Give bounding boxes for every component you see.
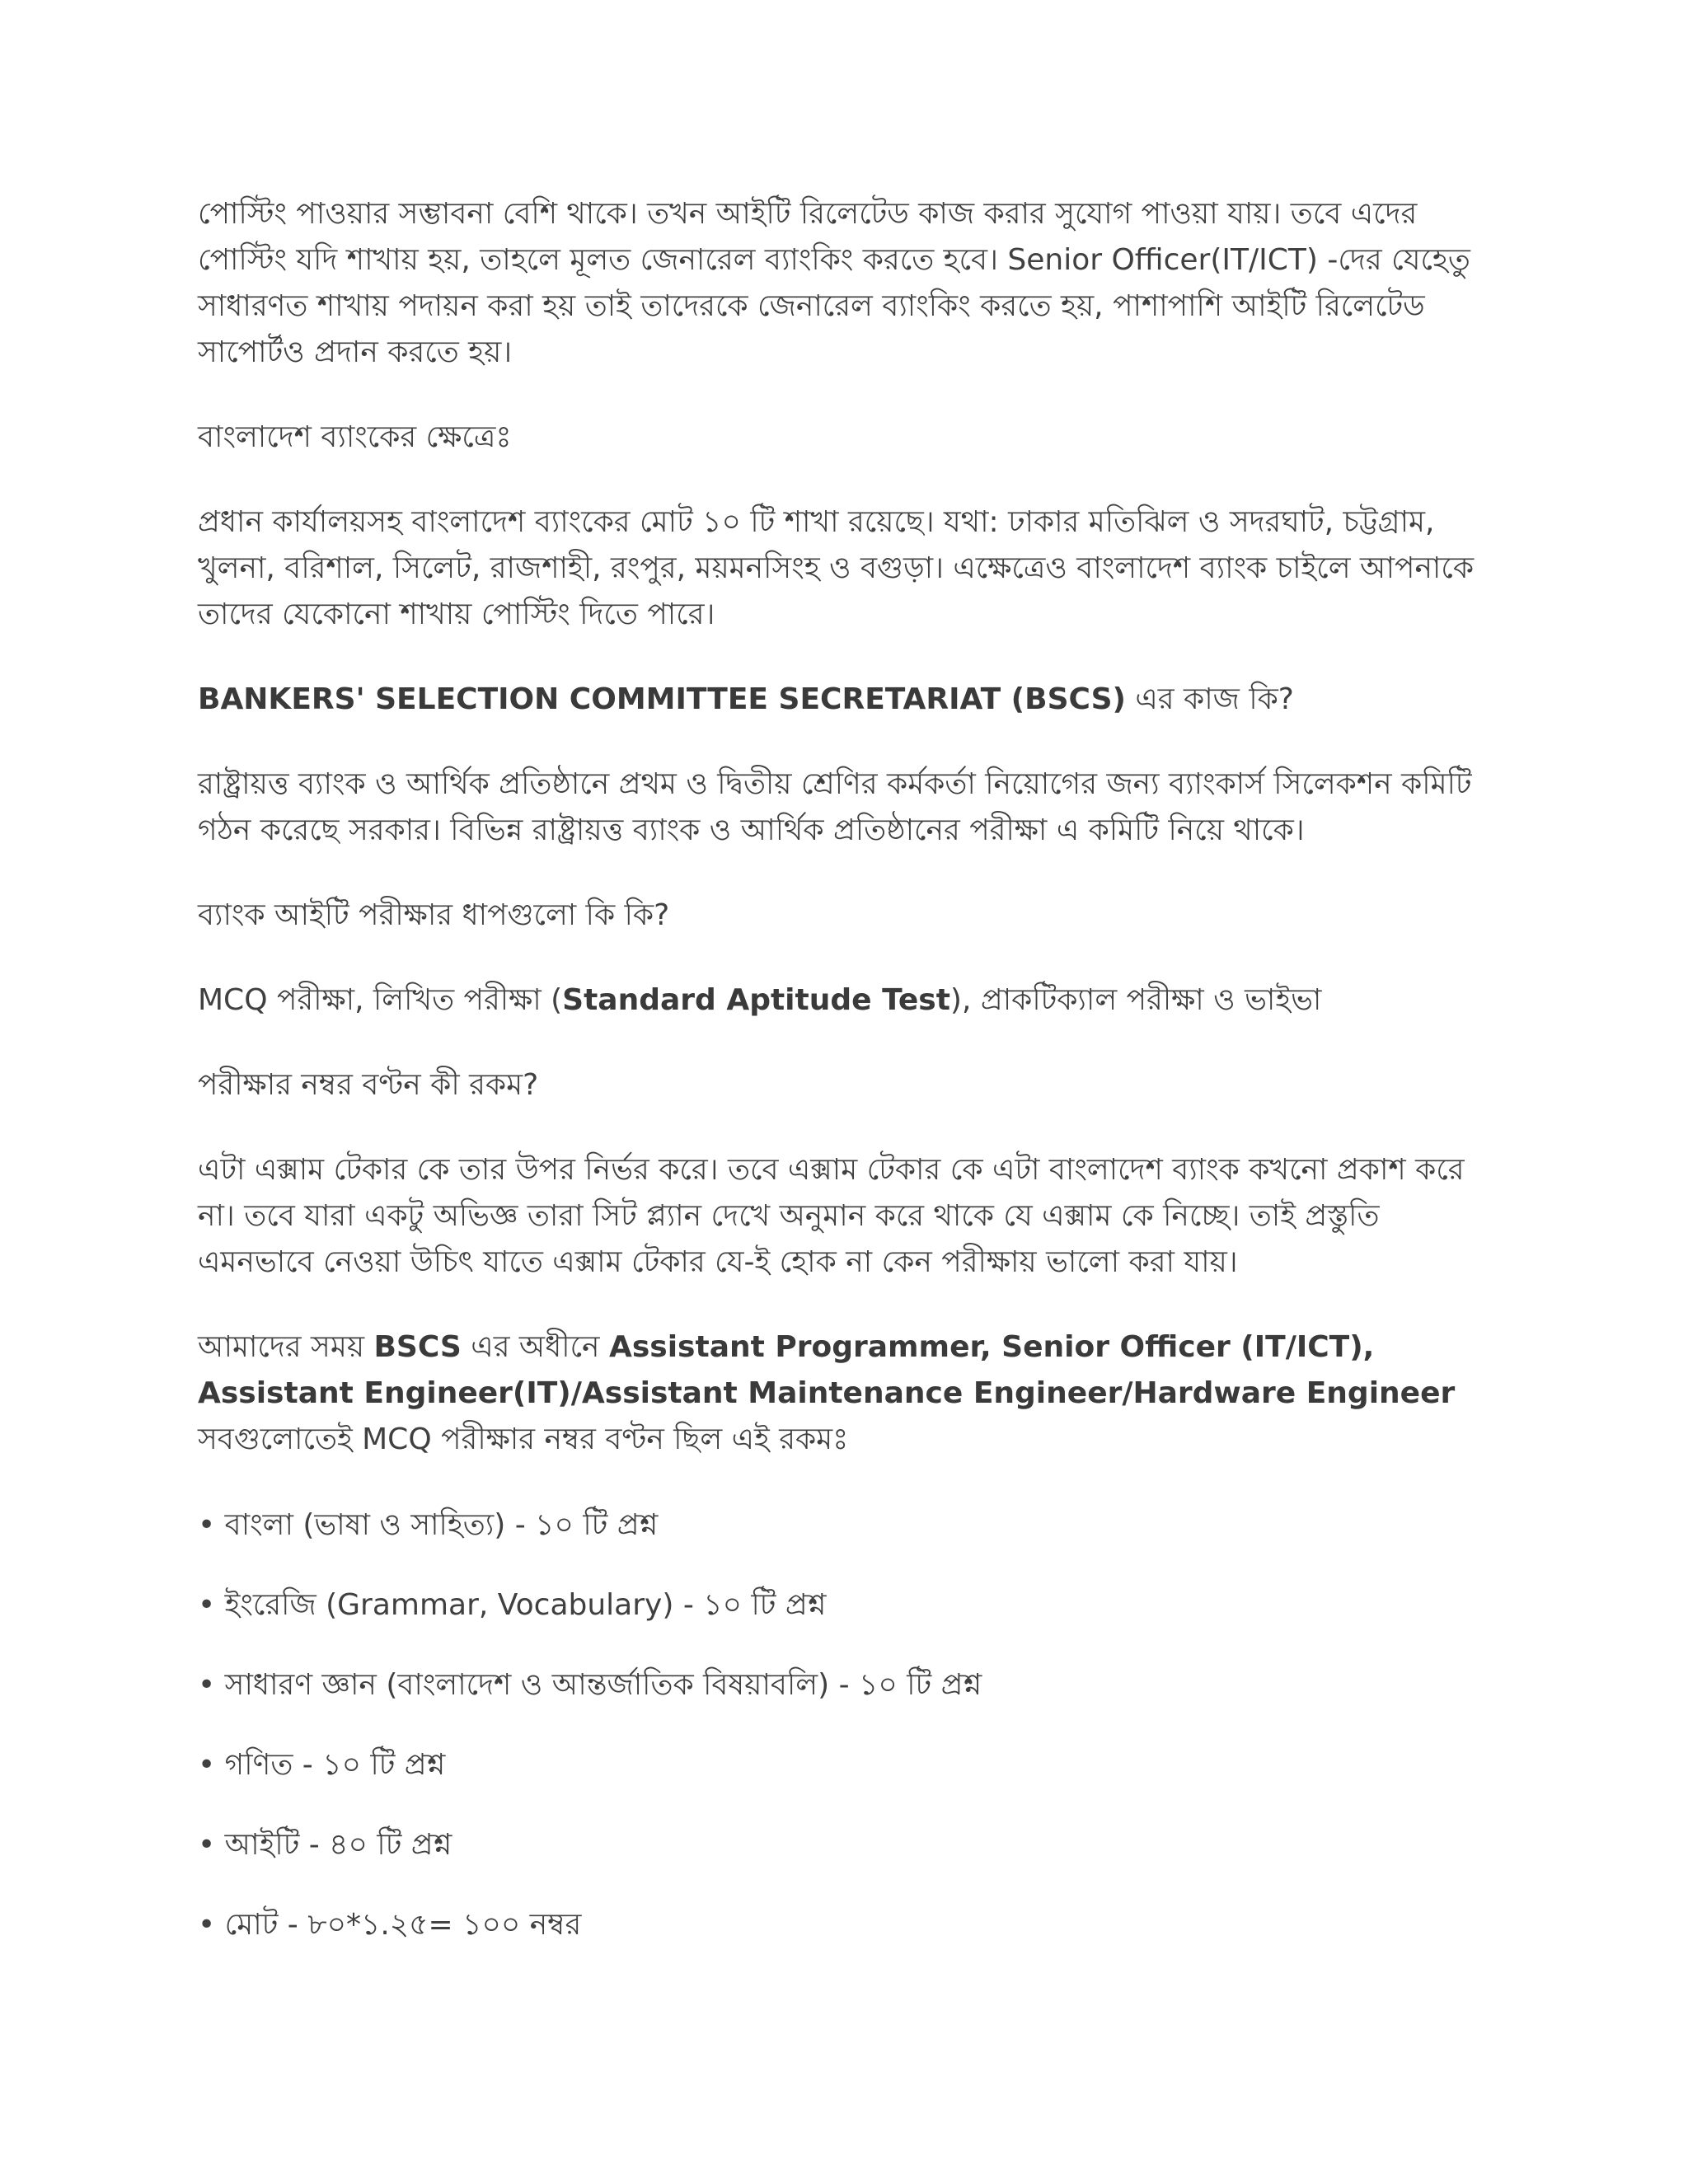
heading-exam-steps: ব্যাংক আইটি পরীক্ষার ধাপগুলো কি কি?: [198, 898, 670, 932]
bullet-math: • গণিত - ১০ টি প্রশ্ন: [198, 1748, 446, 1782]
exam-steps-post: ), প্রাকটিক্যাল পরীক্ষা ও ভাইভা: [950, 983, 1322, 1017]
bullet-general-knowledge: • সাধারণ জ্ঞান (বাংলাদেশ ও আন্তর্জাতিক বিষয়াবলি) - ১০ টি প্রশ্ন: [198, 1668, 982, 1702]
document-page: [198, 191, 1500, 1981]
our-time-bold-posts: Assistant Programmer, Senior Officer (IT/ICT), Assistant Engineer(IT)/Assistant Maintenance Engineer/Hardware Engineer: [198, 1330, 1456, 1410]
bullet-total: • মোট - ৮০*১.২৫= ১০০ নম্বর: [198, 1908, 582, 1942]
exam-steps-bold: Standard Aptitude Test: [562, 983, 950, 1017]
paragraph-exam-steps: [198, 977, 1500, 1024]
heading-bangladesh-bank: বাংলাদেশ ব্যাংকের ক্ষেত্রেঃ: [198, 420, 512, 454]
paragraph-exam-taker: এটা এক্সাম টেকার কে তার উপর নির্ভর করে। তবে এক্সাম টেকার কে এটা বাংলাদেশ ব্যাংক কখনো প্রকাশ করে না। তবে যারা একটু অভিজ্ঞ তারা সিট প্ল্যান দেখে অনুমান করে থাকে যে এক্সাম কে নিচ্ছে। তাই প্রস্তুতি এমনভাবে নেওয়া উচিৎ যাতে এক্সাম টেকার যে-ই হোক না কেন পরীক্ষায় ভালো করা যায়।: [198, 1153, 1465, 1279]
heading-marks-distribution: পরীক্ষার নম্বর বণ্টন কী রকম?: [198, 1068, 539, 1102]
exam-steps-pre: MCQ পরীক্ষা, লিখিত পরীক্ষা (: [198, 983, 563, 1017]
bullet-english: • ইংরেজি (Grammar, Vocabulary) - ১০ টি প্রশ্ন: [198, 1588, 827, 1622]
heading-bscs-bold: BANKERS' SELECTION COMMITTEE SECRETARIAT (BSCS): [198, 682, 1126, 716]
heading-bscs-rest: এর কাজ কি?: [1125, 682, 1294, 716]
paragraph-our-time: [198, 1324, 1500, 1463]
paragraph-bscs: রাষ্ট্রায়ত্ত ব্যাংক ও আর্থিক প্রতিষ্ঠানে প্রথম ও দ্বিতীয় শ্রেণির কর্মকর্তা নিয়োগের জন্য ব্যাংকার্স সিলেকশন কমিটি গঠন করেছে সরকার। বিভিন্ন রাষ্ট্রায়ত্ত ব্যাংক ও আর্থিক প্রতিষ্ঠানের পরীক্ষা এ কমিটি নিয়ে থাকে।: [198, 767, 1472, 847]
our-time-post: সবগুলোতেই MCQ পরীক্ষার নম্বর বণ্টন ছিল এই রকমঃ: [198, 1422, 849, 1456]
heading-bscs: [198, 677, 1500, 723]
our-time-mid: এর অধীনে: [461, 1330, 609, 1364]
bullet-bangla: • বাংলা (ভাষা ও সাহিত্য) - ১০ টি প্রশ্ন: [198, 1508, 659, 1542]
paragraph-branches: প্রধান কার্যালয়সহ বাংলাদেশ ব্যাংকের মোট ১০ টি শাখা রয়েছে। যথা: ঢাকার মতিঝিল ও সদরঘাট, চট্টগ্রাম, খুলনা, বরিশাল, সিলেট, রাজশাহী, রংপুর, ময়মনসিংহ ও বগুড়া। এক্ষেত্রেও বাংলাদেশ ব্যাংক চাইলে আপনাকে তাদের যেকোনো শাখায় পোস্টিং দিতে পারে।: [198, 505, 1475, 631]
our-time-pre: আমাদের সময়: [198, 1330, 374, 1364]
bullet-it: • আইটি - ৪০ টি প্রশ্ন: [198, 1828, 452, 1862]
our-time-bold-bscs: BSCS: [373, 1330, 462, 1364]
paragraph-posting: পোস্টিং পাওয়ার সম্ভাবনা বেশি থাকে। তখন আইটি রিলেটেড কাজ করার সুযোগ পাওয়া যায়। তবে এদের পোস্টিং যদি শাখায় হয়, তাহলে মূলত জেনারেল ব্যাংকিং করতে হবে। Senior Officer(IT/ICT) -দের যেহেতু সাধারণত শাখায় পদায়ন করা হয় তাই তাদেরকে জেনারেল ব্যাংকিং করতে হয়, পাশাপাশি আইটি রিলেটেড সাপোর্টও প্রদান করতে হয়।: [198, 197, 1470, 369]
